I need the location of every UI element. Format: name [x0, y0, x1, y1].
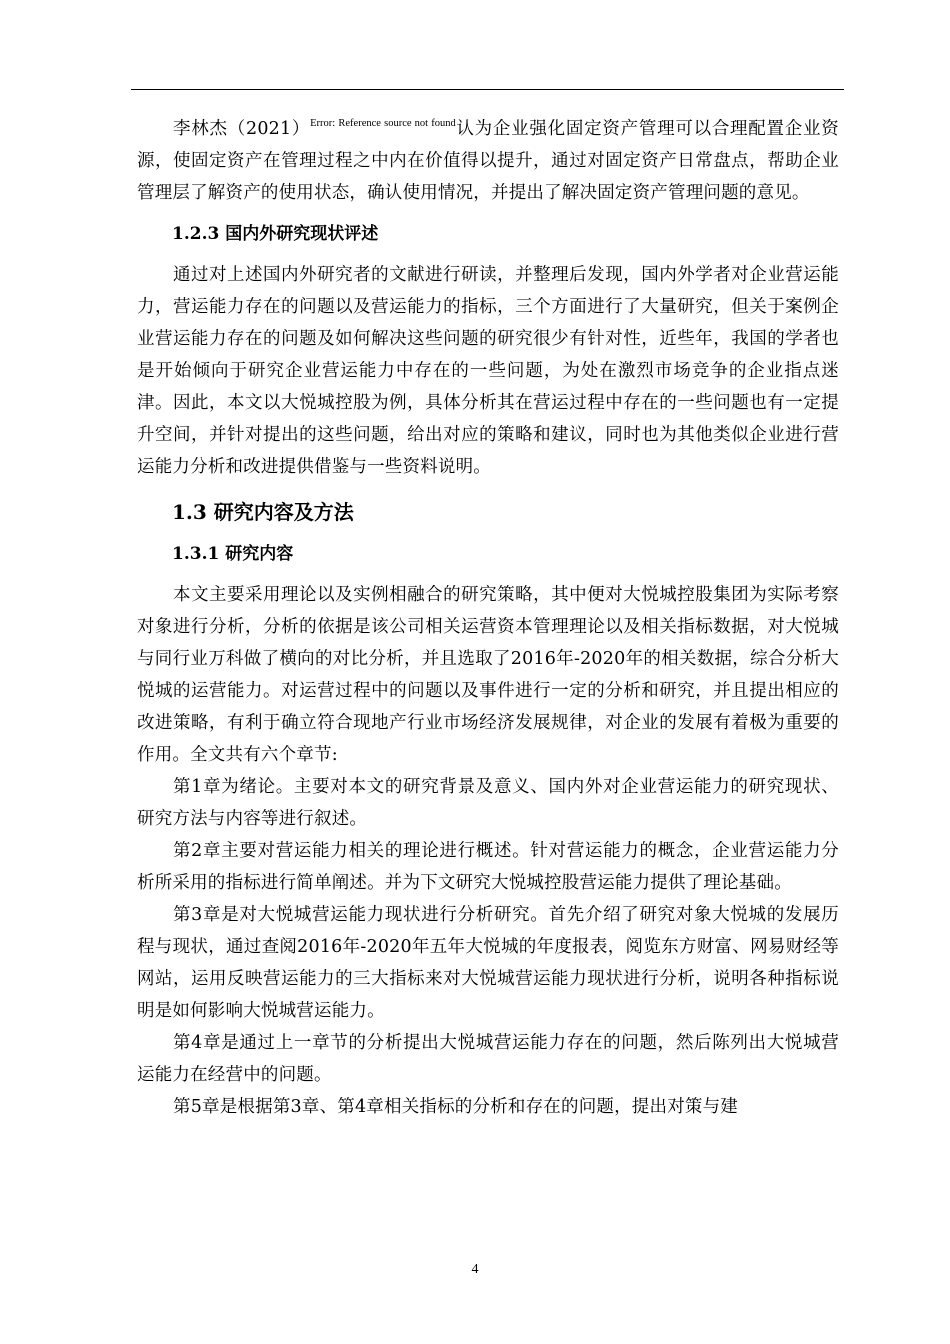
page-number: 4 — [471, 1262, 479, 1277]
paragraph-literature-li — [137, 113, 839, 209]
paragraph-chapter-4: 第4章是通过上一章节的分析提出大悦城营运能力存在的问题，然后陈列出大悦城营运能力在经营中的问题。 — [137, 1033, 839, 1085]
page-body — [137, 113, 839, 1123]
paragraph-research-content: 本文主要采用理论以及实例相融合的研究策略，其中便对大悦城控股集团为实际考察对象进行分析，分析的依据是该公司相关运营资本管理理论以及相关指标数据，对大悦城与同行业万科做了横向的对比分析，并且选取了2016年-2020年的相关数据，综合分析大悦城的运营能力。对运营过程中的问题以及事件进行一定的分析和研究，并且提出相应的改进策略，有利于确立符合现地产行业市场经济发展规律，对企业的发展有着极为重要的作用。全文共有六个章节: — [137, 585, 839, 765]
section-heading-1-2-3: 1.2.3 国内外研究现状评述 — [172, 224, 379, 244]
section-heading-1-3: 1.3 研究内容及方法 — [172, 500, 354, 524]
paragraph-review: 通过对上述国内外研究者的文献进行研读，并整理后发现，国内外学者对企业营运能力，营运能力存在的问题以及营运能力的指标，三个方面进行了大量研究，但关于案例企业营运能力存在的问题及如何解决这些问题的研究很少有针对性，近些年，我国的学者也是开始倾向于研究企业营运能力中存在的一些问题，为处在激烈市场竞争的企业指点迷津。因此，本文以大悦城控股为例，具体分析其在营运过程中存在的一些问题也有一定提升空间，并针对提出的这些问题，给出对应的策略和建议，同时也为其他类似企业进行营运能力分析和改进提供借鉴与一些资料说明。 — [137, 265, 839, 477]
header-rule — [131, 89, 844, 90]
paragraph-text: 认为企业强化固定资产管理可以合理配置企业资源，使固定资产在管理过程之中内在价值得以提升，通过对固定资产日常盘点，帮助企业管理层了解资产的使用状态，确认使用情况，并提出了解决固定资产管理问题的意见。 — [137, 119, 840, 203]
paragraph-chapter-3: 第3章是对大悦城营运能力现状进行分析研究。首先介绍了研究对象大悦城的发展历程与现状，通过查阅2016年-2020年五年大悦城的年度报表，阅览东方财富、网易财经等网站，运用反映营运能力的三大指标来对大悦城营运能力现状进行分析，说明各种指标说明是如何影响大悦城营运能力。 — [137, 905, 839, 1021]
section-heading-1-3-1: 1.3.1 研究内容 — [172, 544, 294, 564]
paragraph-chapter-5: 第5章是根据第3章、第4章相关指标的分析和存在的问题，提出对策与建 — [173, 1097, 738, 1117]
paragraph-chapter-2: 第2章主要对营运能力相关的理论进行概述。针对营运能力的概念，企业营运能力分析所采用的指标进行简单阐述。并为下文研究大悦城控股营运能力提供了理论基础。 — [137, 841, 839, 893]
reference-error-note: Error: Reference source not found — [310, 118, 456, 129]
paragraph-chapter-1: 第1章为绪论。主要对本文的研究背景及意义、国内外对企业营运能力的研究现状、研究方法与内容等进行叙述。 — [137, 777, 839, 829]
citation-text: 李林杰（2021） — [173, 119, 311, 139]
